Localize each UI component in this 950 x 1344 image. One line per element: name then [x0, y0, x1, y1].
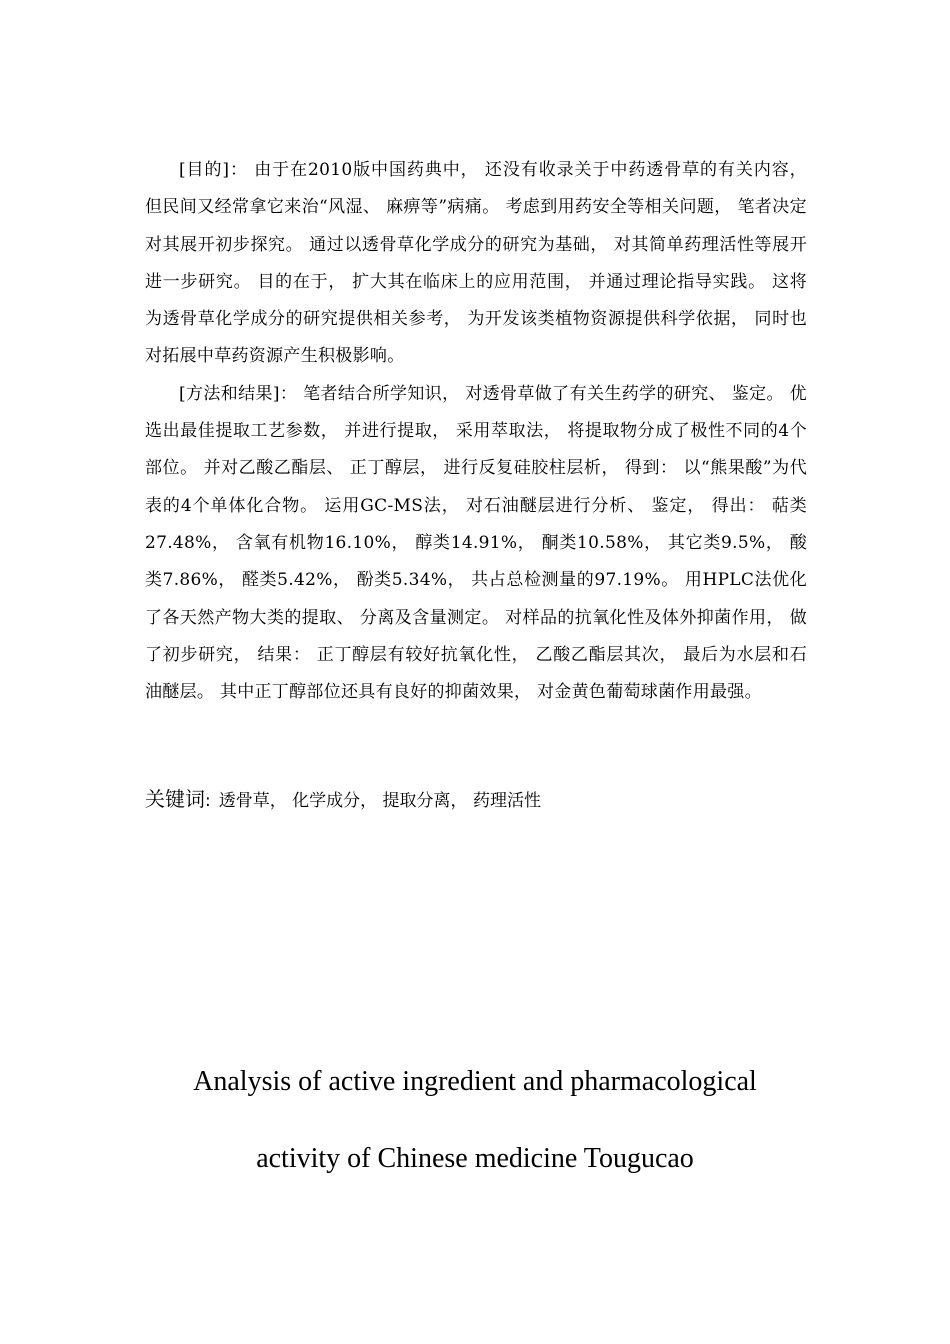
chinese-abstract [145, 152, 807, 711]
abstract-methods-results-paragraph: [方法和结果]： 笔者结合所学知识， 对透骨草做了有关生药学的研究、 鉴定。 优选出最佳提取工艺参数， 并进行提取， 采用萃取法， 将提取物分成了极性不同的4个部位。 并对乙酸乙酯层、 正丁醇层， 进行反复硅胶柱层析， 得到： 以“熊果酸”为代表的4个单体化合物。 运用GC-MS法， 对石油醚层进行分析、 鉴定， 得出： 萜类27.48%， 含氧有机物16.10%， 醇类14.91%， 酮类10.58%， 其它类9.5%， 酸类7.86%， 醛类5.42%， 酚类5.34%， 共占总检测量的97.19%。 用HPLC法优化了各天然产物大类的提取、 分离及含量测定。 对样品的抗氧化性及体外抑菌作用， 做了初步研究， 结果： 正丁醇层有较好抗氧化性， 乙酸乙酯层其次， 最后为水层和石油醚层。 其中正丁醇部位还具有良好的抑菌效果， 对金黄色葡萄球菌作用最强。 [145, 383, 807, 703]
keywords-colon: : [205, 791, 211, 811]
keywords-text: 透骨草， 化学成分， 提取分离， 药理活性 [218, 791, 541, 811]
english-title-line-1: Analysis of active ingredient and pharmacological [193, 1066, 757, 1097]
abstract-purpose-paragraph: [目的]： 由于在2010版中国药典中， 还没有收录关于中药透骨草的有关内容， 但民间又经常拿它来治“风湿、 麻痹等”病痛。 考虑到用药安全等相关问题， 笔者决定对其展开初步探究。 通过以透骨草化学成分的研究为基础， 对其简单药理活性等展开进一步研究。 目的在于， 扩大其在临床上的应用范围， 并通过理论指导实践。 这将为透骨草化学成分的研究提供相关参考， 为开发该类植物资源提供科学依据， 同时也对拓展中草药资源产生积极影响。 [145, 160, 807, 367]
english-title-line-2: activity of Chinese medicine Tougucao [256, 1143, 694, 1174]
keywords-label: 关键词 [145, 787, 205, 811]
keywords-line [145, 784, 807, 816]
